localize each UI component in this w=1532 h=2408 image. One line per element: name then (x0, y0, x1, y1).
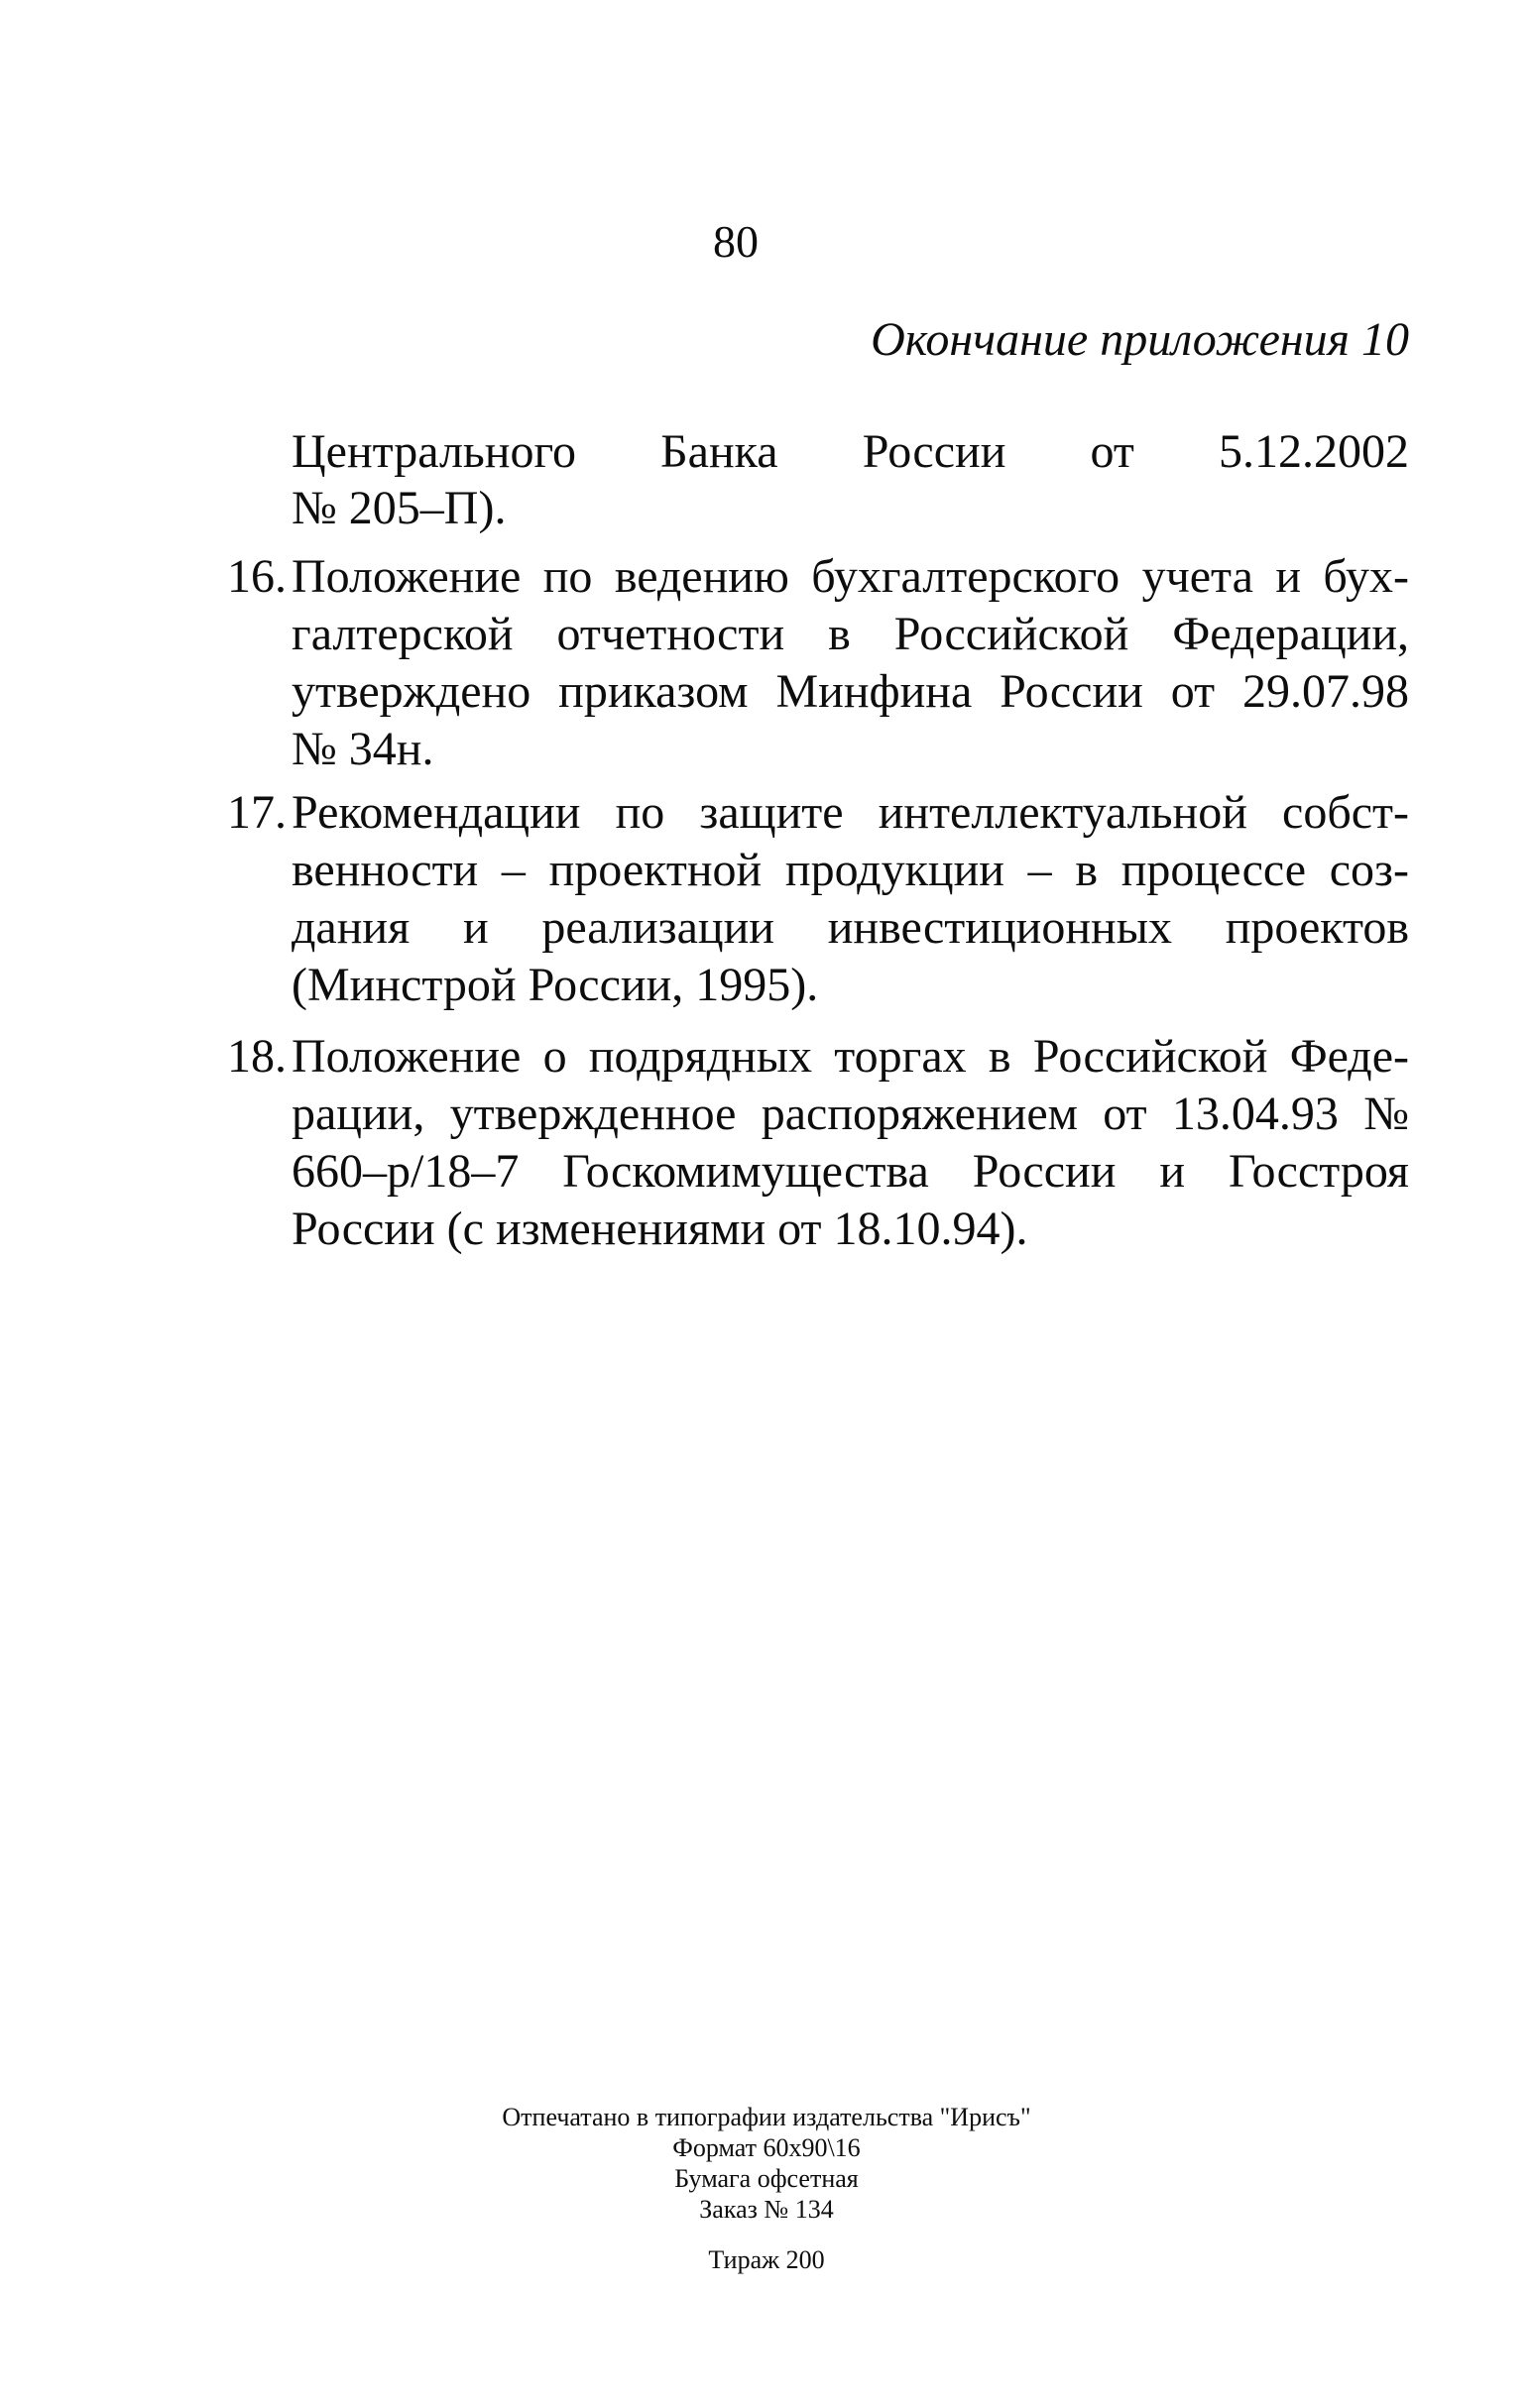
item-number: 16. (227, 550, 287, 603)
text-line: венности – проектной продукции – в процессе соз- (292, 844, 1409, 896)
running-header: Окончание приложения 10 (871, 313, 1409, 366)
text-line: дания и реализации инвестиционных проектов (292, 901, 1409, 954)
item-number: 17. (227, 786, 287, 839)
text-line: № 34н. (292, 723, 434, 775)
text-line: Положение о подрядных торгах в Российской Феде- (292, 1030, 1409, 1083)
text-line: рации, утвержденное распоряжением от 13.04.93 № (292, 1088, 1409, 1140)
page-number: 80 (713, 216, 759, 267)
text-line: Центрального Банка России от 5.12.2002 (292, 425, 1409, 478)
text-line: (Минстрой России, 1995). (292, 959, 819, 1011)
imprint-line: Заказ № 134 (699, 2195, 834, 2224)
text-line: 660–р/18–7 Госкомимущества России и Госстроя (292, 1145, 1409, 1198)
text-line: галтерской отчетности в Российской Федерации, (292, 608, 1409, 660)
imprint-line: Отпечатано в типографии издательства "Ирисъ" (502, 2103, 1031, 2131)
text-line: Рекомендации по защите интеллектуальной собст- (292, 786, 1409, 839)
item-number: 18. (227, 1030, 287, 1083)
text-line: № 205–П). (292, 482, 507, 534)
text-line: Положение по ведению бухгалтерского учета и бух- (292, 550, 1409, 603)
imprint-line: Формат 60x90\16 (672, 2133, 861, 2162)
imprint-line: Бумага офсетная (674, 2164, 859, 2193)
text-line: России (с изменениями от 18.10.94). (292, 1203, 1028, 1255)
text-line: утверждено приказом Минфина России от 29.07.98 (292, 665, 1409, 718)
print-run: Тираж 200 (708, 2245, 825, 2274)
